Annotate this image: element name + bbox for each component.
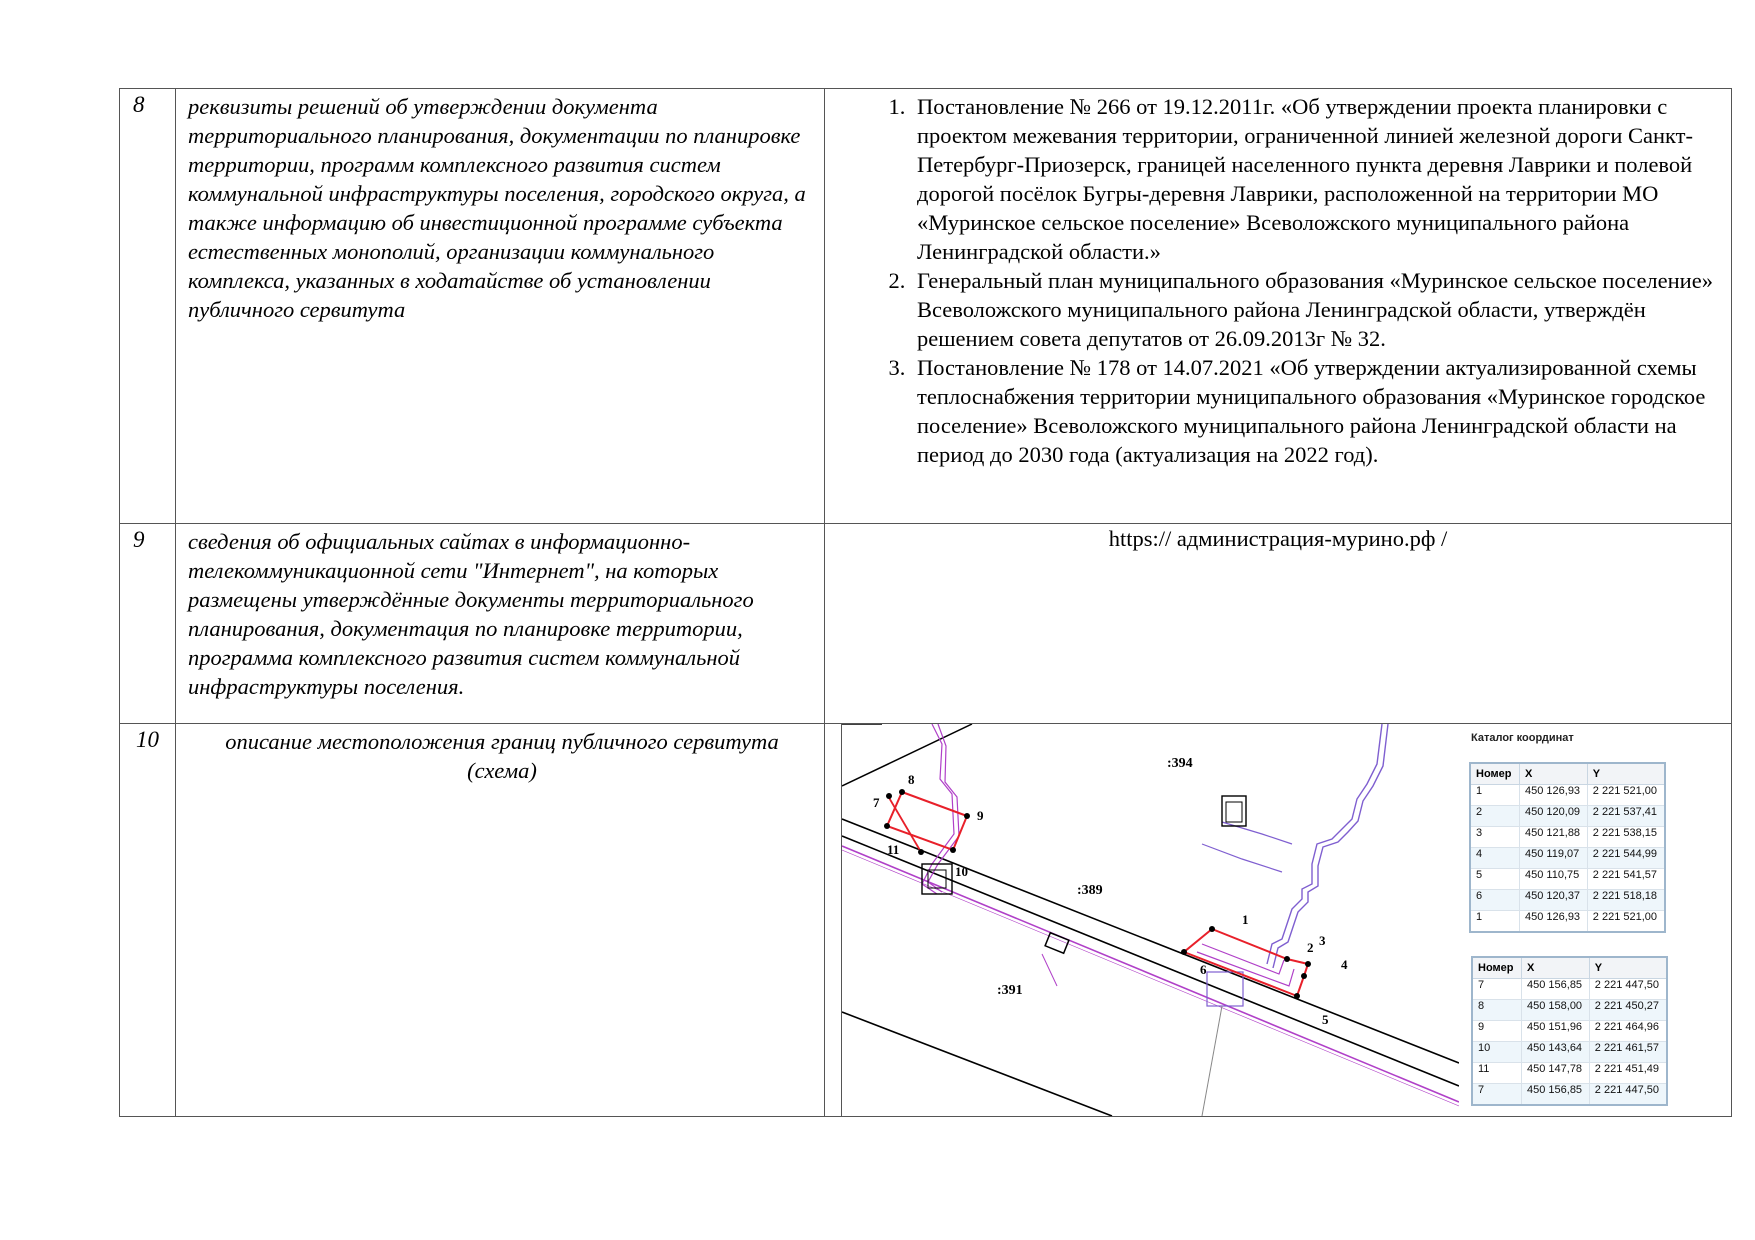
row-description: сведения об официальных сайтах в информационно-телекоммуникационной сети "Интернет", на которых размещены утверждённые документы территориального планирования, документация по планировке территории, программа комплексного развития систем коммунальной инфраструктуры поселения. [176, 524, 825, 724]
table-row [1472, 979, 1667, 1000]
cell: 2 221 541,57 [1587, 869, 1665, 890]
scheme-cell [825, 724, 1732, 1117]
parcel-label: :394 [1167, 756, 1193, 771]
row-value [825, 89, 1732, 524]
parcel-label: :389 [1077, 883, 1103, 898]
table-row [1470, 827, 1665, 848]
column-header: X [1522, 957, 1590, 979]
cell: 6 [1470, 890, 1520, 911]
point-label: 11 [887, 842, 900, 857]
table-row [1470, 785, 1665, 806]
table-row [1470, 911, 1665, 933]
cell: 9 [1472, 1021, 1522, 1042]
list-item: 1. Постановление № 266 от 19.12.2011г. «Об утверждении проекта планировки с проектом межевания территории, ограниченной линией железной дороги Санкт-Петербург-Приозерск, границей населенного пункта деревня Лаврики и полевой дорогой посёлок Бугры-деревня Лаврики, расположенной на территории МО «Муринское сельское поселение» Всеволожского муниципального района Ленинградской области.» [911, 92, 1715, 266]
cell: 450 156,85 [1522, 1084, 1590, 1106]
cell: 450 121,88 [1520, 827, 1588, 848]
cell: 450 156,85 [1522, 979, 1590, 1000]
cell: 2 [1470, 806, 1520, 827]
cell: 10 [1472, 1042, 1522, 1063]
point-label: 2 [1307, 940, 1314, 955]
cell: 450 151,96 [1522, 1021, 1590, 1042]
cell: 2 221 521,00 [1587, 785, 1665, 806]
list-item: 3. Постановление № 178 от 14.07.2021 «Об утверждении актуализированной схемы теплоснабжения территории муниципального образования «Муринское городское поселение» Всеволожского муниципального района Ленинградской области на период до 2030 года (актуализация на 2022 год). [911, 353, 1715, 469]
cell: 11 [1472, 1063, 1522, 1084]
table-row [1470, 869, 1665, 890]
table-row [1470, 890, 1665, 911]
row-number: 10 [120, 724, 176, 1117]
cell: 1 [1470, 911, 1520, 933]
cell: 2 221 451,49 [1589, 1063, 1667, 1084]
cell: 450 110,75 [1520, 869, 1588, 890]
column-header: X [1520, 763, 1588, 785]
cell: 4 [1470, 848, 1520, 869]
point-label: 8 [908, 772, 915, 787]
point-label: 7 [873, 795, 880, 810]
table-row [120, 524, 1732, 724]
row-number: 8 [120, 89, 176, 524]
table-row [1472, 1084, 1667, 1106]
cell: 450 126,93 [1520, 911, 1588, 933]
official-site-link[interactable]: https:// администрация-мурино.рф / [825, 524, 1732, 724]
cell: 450 120,09 [1520, 806, 1588, 827]
cell: 2 221 447,50 [1589, 979, 1667, 1000]
column-header: Номер [1472, 957, 1522, 979]
table-row [120, 89, 1732, 524]
decision-list [825, 92, 1731, 469]
point-label: 5 [1322, 1012, 1329, 1027]
cell: 2 221 518,18 [1587, 890, 1665, 911]
coordinate-catalog [1459, 724, 1731, 1116]
row-number: 9 [120, 524, 176, 724]
table-row [120, 724, 1732, 1117]
point-label: 6 [1200, 962, 1207, 977]
cell: 450 147,78 [1522, 1063, 1590, 1084]
cell: 7 [1472, 1084, 1522, 1106]
table-row [1472, 1021, 1667, 1042]
scheme-drawing [842, 724, 1459, 1116]
column-header: Y [1589, 957, 1667, 979]
cell: 2 221 537,41 [1587, 806, 1665, 827]
cell: 450 143,64 [1522, 1042, 1590, 1063]
cell: 8 [1472, 1000, 1522, 1021]
catalog-title: Каталог координат [1471, 732, 1574, 744]
cell: 2 221 521,00 [1587, 911, 1665, 933]
cell: 450 126,93 [1520, 785, 1588, 806]
row-description: описание местоположения границ публичного сервитута (схема) [176, 724, 825, 1117]
point-label: 10 [955, 864, 968, 879]
cell: 450 120,37 [1520, 890, 1588, 911]
servitude-info-table [119, 88, 1732, 1117]
cell: 2 221 464,96 [1589, 1021, 1667, 1042]
point-label: 4 [1341, 957, 1348, 972]
cell: 3 [1470, 827, 1520, 848]
cell: 450 158,00 [1522, 1000, 1590, 1021]
cell: 2 221 544,99 [1587, 848, 1665, 869]
column-header: Y [1587, 763, 1665, 785]
cell: 450 119,07 [1520, 848, 1588, 869]
coordinates-table-1 [1469, 762, 1666, 933]
cell: 1 [1470, 785, 1520, 806]
table-row [1472, 1042, 1667, 1063]
table-row [1470, 806, 1665, 827]
row-description: реквизиты решений об утверждении документа территориального планирования, документации по планировке территории, программ комплексного развития систем коммунальной инфраструктуры поселения, городского округа, а также информацию об инвестиционной программе субъекта естественных монополий, организации коммунального комплекса, указанных в ходатайстве об установлении публичного сервитута [176, 89, 825, 524]
point-label: 3 [1319, 933, 1326, 948]
coordinates-table-2 [1471, 956, 1668, 1106]
table-row [1470, 848, 1665, 869]
cell: 2 221 538,15 [1587, 827, 1665, 848]
cell: 2 221 461,57 [1589, 1042, 1667, 1063]
table-row [1472, 1000, 1667, 1021]
parcel-label: :391 [997, 983, 1023, 998]
cell: 2 221 447,50 [1589, 1084, 1667, 1106]
cell: 7 [1472, 979, 1522, 1000]
cell: 2 221 450,27 [1589, 1000, 1667, 1021]
cell: 5 [1470, 869, 1520, 890]
column-header: Номер [1470, 763, 1520, 785]
point-label: 1 [1242, 912, 1249, 927]
list-item: 2. Генеральный план муниципального образования «Муринское сельское поселение» Всеволожского муниципального района Ленинградской области, утверждён решением совета депутатов от 26.09.2013г № 32. [911, 266, 1715, 353]
point-label: 9 [977, 808, 984, 823]
servitude-scheme-map [842, 724, 1459, 1116]
table-row [1472, 1063, 1667, 1084]
